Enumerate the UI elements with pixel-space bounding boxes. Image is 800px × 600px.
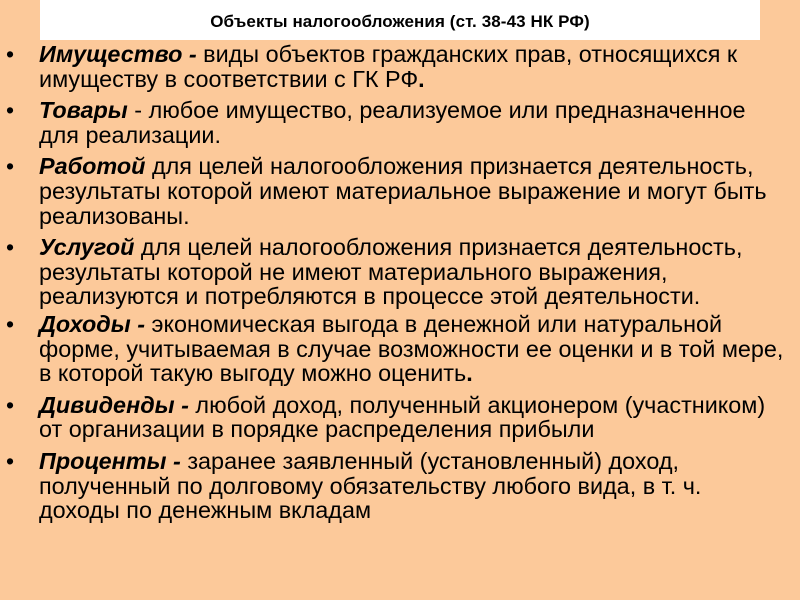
list-item-service xyxy=(0,235,800,309)
slide-content xyxy=(0,42,800,600)
bullet-icon: • xyxy=(6,42,15,67)
end-mark: . xyxy=(466,360,473,387)
definition-income: экономическая выгода в денежной или натуральной форме, учитываемая в случае возможности ее оценки и в той мере, в которой такую выгоду можно оценить xyxy=(39,310,784,387)
term-income: Доходы - xyxy=(39,310,152,337)
list-item-work xyxy=(0,154,800,228)
definition-work: для целей налогообложения признается деятельность, результаты которой имеют материальное выражение и могут быть реализованы. xyxy=(39,153,767,229)
definition-goods: - любое имущество, реализуемое или предназначенное для реализации. xyxy=(39,97,746,148)
end-mark: . xyxy=(418,65,425,92)
bullet-icon: • xyxy=(6,153,15,180)
term-work: Работой xyxy=(39,153,146,180)
list-item-interest xyxy=(0,449,800,523)
term-goods: Товары xyxy=(39,97,128,124)
term-dividends: Дивиденды - xyxy=(39,391,196,418)
term-interest: Проценты - xyxy=(39,447,188,474)
bullet-icon: • xyxy=(6,97,15,124)
definition-list xyxy=(0,42,800,523)
bullet-icon: • xyxy=(6,391,15,418)
definition-interest: заранее заявленный (установленный) доход, полученный по долговому обязательству любого вида, в т. ч. доходы по денежным вкладам xyxy=(39,447,702,524)
definition-service: для целей налогообложения признается деятельность, результаты которой не имеют материального выражения, реализуются и потребляются в процессе этой деятельности. xyxy=(39,234,743,310)
slide-title: Объекты налогообложения (ст. 38-43 НК РФ) xyxy=(210,12,590,31)
list-item-income xyxy=(0,312,800,386)
bullet-icon: • xyxy=(6,310,15,337)
definition-property: виды объектов гражданских прав, относящихся к имуществу в соответствии с ГК РФ xyxy=(39,42,738,92)
list-item-dividends xyxy=(0,393,800,442)
bullet-icon: • xyxy=(6,234,15,261)
term-service: Услугой xyxy=(39,234,135,261)
list-item-goods xyxy=(0,98,800,147)
definition-dividends: любой доход, полученный акционером (участником) от организации в порядке распределения прибыли xyxy=(39,391,766,443)
bullet-icon: • xyxy=(6,447,15,474)
list-item-property xyxy=(0,42,800,91)
term-property: Имущество - xyxy=(39,42,204,67)
